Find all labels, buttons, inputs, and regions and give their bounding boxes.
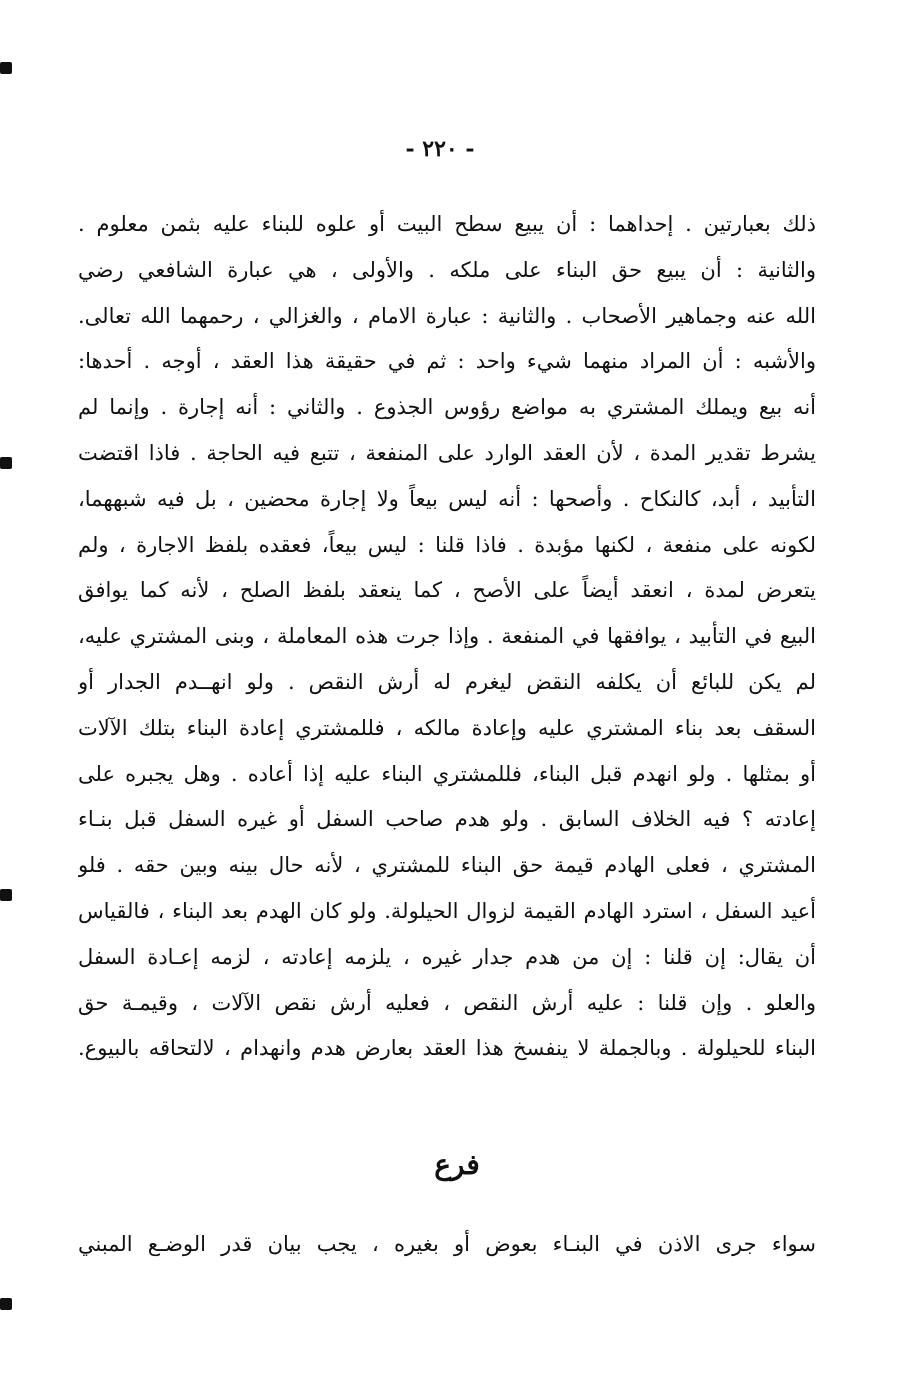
section-heading: فرع — [434, 1148, 480, 1181]
text-line: والعلو . وإن قلنا : عليه أرش النقص ، فعليه أرش نقص الآلات ، وقيمـة حق — [78, 990, 816, 1015]
text-line: الله عنه وجماهير الأصحاب . والثانية : عبارة الامام ، والغزالي ، رحمهما الله تعالى. — [78, 303, 816, 328]
text-line: السقف بعد بناء المشتري عليه وإعادة مالكه ، فللمشتري إعادة البناء بتلك الآلات — [78, 715, 816, 740]
text-line: أن يقال: إن قلنا : إن من هدم جدار غيره ، يلزمه إعادته ، لزمه إعـادة السفل — [78, 944, 816, 969]
trailing-text — [78, 1222, 816, 1268]
margin-mark — [0, 62, 12, 74]
page-number: - ٢٢٠ - — [405, 136, 475, 162]
text-line: لكونه على منفعة ، لكنها مؤبدة . فاذا قلنا : ليس بيعاً، فعقده بلفظ الاجارة ، ولم — [78, 532, 816, 557]
text-line: أعيد السفل ، استرد الهادم القيمة لزوال الحيلولة. ولو كان الهدم بعد البناء ، فالقياس — [78, 898, 816, 923]
text-line: أنه بيع ويملك المشتري به مواضع رؤوس الجذوع . والثاني : أنه إجارة . وإنما لم — [78, 395, 816, 420]
text-line: يشرط تقدير المدة ، لأن العقد الوارد على المنفعة ، تتبع فيه الحاجة . فاذا اقتضت — [78, 440, 816, 465]
margin-mark — [0, 889, 12, 901]
text-line: البيع في التأبيد ، يوافقها في المنفعة . وإذا جرت هذه المعاملة ، وبنى المشتري عليه، — [78, 624, 816, 649]
text-line: المشتري ، فعلى الهادم قيمة حق البناء للمشتري ، لأنه حال بينه وبين حقه . فلو — [78, 853, 816, 878]
text-line: والأشبه : أن المراد منهما شيء واحد : ثم في حقيقة هذا العقد ، أوجه . أحدها: — [78, 349, 816, 374]
text-line: التأبيد ، أبد، كالنكاح . وأصحها : أنه ليس بيعاً ولا إجارة محضين ، بل فيه شبههما، — [78, 486, 816, 511]
text-line: ذلك بعبارتين . إحداهما : أن يبيع سطح البيت أو علوه للبناء عليه بثمن معلوم . — [78, 212, 816, 236]
text-line: إعادته ؟ فيه الخلاف السابق . ولو هدم صاحب السفل أو غيره السفل قبل بنـاء — [78, 807, 816, 832]
margin-mark — [0, 1298, 12, 1310]
text-line: يتعرض لمدة ، انعقد أيضاً على الأصح ، كما ينعقد بلفظ الصلح ، لأنه كما يوافق — [78, 578, 816, 603]
text-line: البناء للحيلولة . وبالجملة لا ينفسخ هذا العقد بعارض هدم وانهدام ، لالتحاقه بالبيوع. — [78, 1036, 816, 1061]
text-line: سواء جرى الاذن في البنـاء بعوض أو بغيره ، يجب بيان قدر الوضـع المبني — [78, 1232, 816, 1256]
margin-mark — [0, 457, 12, 469]
body-text — [78, 202, 816, 1072]
text-line: لم يكن للبائع أن يكلفه النقض ليغرم له أرش النقص . ولو انهــدم الجدار أو — [78, 669, 816, 694]
text-line: أو بمثلها . ولو انهدم قبل البناء، فللمشتري البناء عليه إذا أعاده . وهل يجبره على — [78, 761, 816, 786]
text-line: والثانية : أن يبيع حق البناء على ملكه . والأولى ، هي عبارة الشافعي رضي — [78, 257, 816, 282]
